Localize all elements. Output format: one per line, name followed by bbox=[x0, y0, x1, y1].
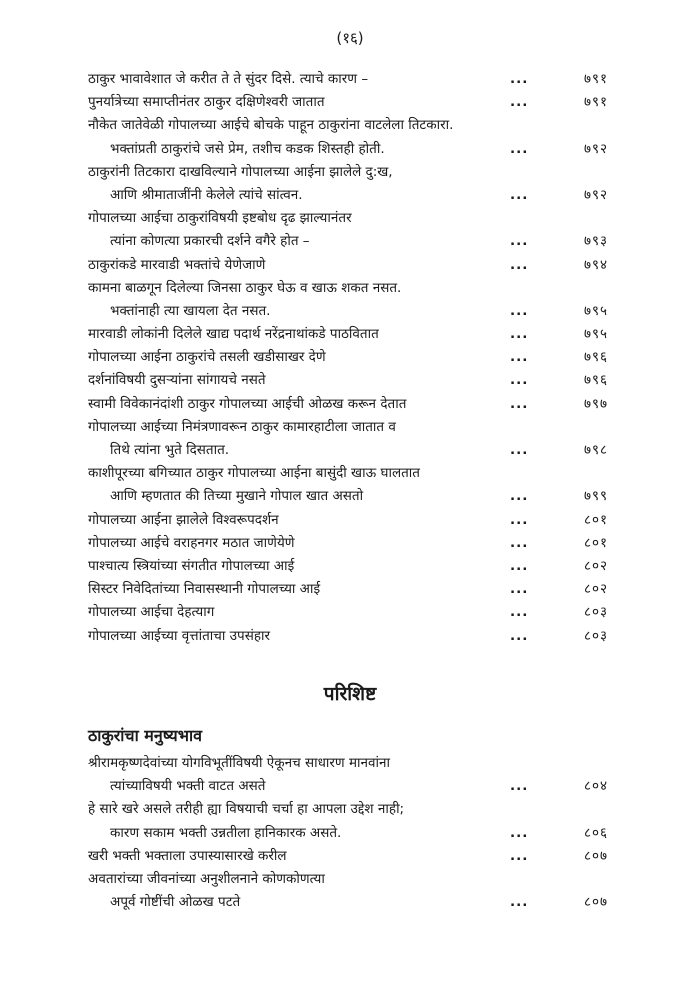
toc-entry-text: गोपालच्या आईच्या वृत्तांताचा उपसंहार bbox=[88, 627, 271, 644]
toc-leader-dots: ... bbox=[510, 302, 529, 319]
toc-entry-text: त्यांच्याविषयी भक्ती वाटत असते bbox=[110, 778, 266, 795]
toc-entry-text: नौकेत जातेवेळी गोपालच्या आईचे बोचके पाहून ठाकुरांना वाटलेला तिटकारा. bbox=[88, 117, 454, 134]
toc-entry bbox=[88, 601, 608, 624]
toc-entry bbox=[88, 891, 608, 914]
toc-entry-text: ठाकुरांकडे मारवाडी भक्तांचे येणेजाणे bbox=[88, 256, 266, 273]
toc-entry-text: हे सारे खरे असले तरीही ह्या विषयाची चर्चा हा आपला उद्देश नाही; bbox=[88, 801, 405, 818]
toc-entry bbox=[88, 300, 608, 323]
toc-entry bbox=[88, 532, 608, 555]
toc-entry-text: गोपालच्या आईच्या निमंत्रणावरून ठाकुर कामारहाटीला जातात व bbox=[88, 418, 396, 435]
toc-leader-dots: ... bbox=[510, 847, 529, 864]
toc-entry-text: गोपालच्या आईना झालेले विश्वरूपदर्शन bbox=[88, 511, 279, 528]
toc-entry bbox=[88, 868, 608, 891]
toc-entry bbox=[88, 207, 608, 230]
toc-page-number: ७९४ bbox=[583, 256, 608, 273]
toc-page-number: ८०२ bbox=[583, 557, 608, 574]
toc-leader-dots: ... bbox=[510, 894, 529, 911]
page-number: (१६) bbox=[336, 29, 364, 47]
toc-entry-text: गोपालच्या आईचा देहत्याग bbox=[88, 604, 215, 621]
toc-entry-text: त्यांना कोणत्या प्रकारची दर्शने वगैरे होत – bbox=[110, 233, 310, 250]
toc-page-number: ८०२ bbox=[583, 581, 608, 598]
toc-entry bbox=[88, 254, 608, 277]
toc-page-number: ७९२ bbox=[583, 186, 608, 203]
toc-entry-text: भक्तांनाही त्या खायला देत नसत. bbox=[110, 302, 271, 319]
toc-entry-text: मारवाडी लोकांनी दिलेले खाद्य पदार्थ नरेंद्रनाथांकडे पाठवितात bbox=[88, 326, 379, 343]
toc-entry bbox=[88, 91, 608, 114]
toc-leader-dots: ... bbox=[510, 442, 529, 458]
toc-entry-text: तिथे त्यांना भुते दिसतात. bbox=[110, 442, 230, 458]
toc-leader-dots: ... bbox=[510, 824, 529, 841]
toc-entry bbox=[88, 625, 608, 648]
toc-entry bbox=[88, 68, 608, 91]
toc-leader-dots: ... bbox=[510, 256, 529, 273]
toc-leader-dots: ... bbox=[510, 511, 529, 528]
toc-page-number: ८०१ bbox=[583, 534, 608, 551]
toc-leader-dots: ... bbox=[510, 488, 529, 505]
toc-entry-text: भक्तांप्रती ठाकुरांचे जसे प्रेम, तशीच कडक शिस्तही होती. bbox=[110, 140, 385, 157]
toc-page-number: ८०६ bbox=[583, 824, 608, 841]
toc-leader-dots: ... bbox=[510, 349, 529, 366]
toc-entry-text: आणि म्हणतात की तिच्या मुखाने गोपाल खात असतो bbox=[110, 488, 364, 505]
toc-page-number: ८०१ bbox=[583, 511, 608, 528]
toc-entry bbox=[88, 752, 608, 775]
toc-leader-dots: ... bbox=[510, 778, 529, 795]
toc-entry bbox=[88, 161, 608, 184]
toc-entry-text: आणि श्रीमाताजींनी केलेले त्यांचे सांत्वन. bbox=[110, 186, 303, 203]
toc-entry bbox=[88, 485, 608, 508]
toc-page-number: ७९१ bbox=[583, 94, 608, 111]
toc-page-number: ७९५ bbox=[583, 326, 608, 343]
toc-entry bbox=[88, 845, 608, 868]
toc-entry-text: खरी भक्ती भक्ताला उपास्यासारखे करील bbox=[88, 847, 287, 864]
toc-page-number: ७९९ bbox=[583, 488, 608, 505]
toc-entry bbox=[88, 555, 608, 578]
toc-leader-dots: ... bbox=[510, 557, 529, 574]
toc-entry-text: अपूर्व गोष्टींची ओळख पटते bbox=[110, 894, 241, 911]
toc-entry bbox=[88, 462, 608, 485]
toc-leader-dots: ... bbox=[510, 71, 529, 87]
toc-entry bbox=[88, 114, 608, 137]
section-title: परिशिष्ट bbox=[323, 683, 377, 705]
toc-leader-dots: ... bbox=[510, 534, 529, 551]
toc-entry bbox=[88, 416, 608, 439]
toc-entry bbox=[88, 393, 608, 416]
toc-entry-text: सिस्टर निवेदितांच्या निवासस्थानी गोपालच्या आई bbox=[88, 581, 321, 598]
toc-page-number: ७९२ bbox=[583, 140, 608, 157]
toc-entry-text: श्रीरामकृष्णदेवांच्या योगविभूतींविषयी ऐकूनच साधारण मानवांना bbox=[88, 755, 391, 771]
toc-entry-text: कारण सकाम भक्ती उन्नतीला हानिकारक असते. bbox=[110, 824, 342, 841]
toc-entry bbox=[88, 369, 608, 392]
toc-entry bbox=[88, 346, 608, 369]
toc-page-number: ७९६ bbox=[583, 349, 608, 366]
toc-entry bbox=[88, 822, 608, 845]
toc-page-number: ८०७ bbox=[583, 894, 608, 911]
toc-appendix-list bbox=[88, 752, 608, 914]
toc-entry bbox=[88, 323, 608, 346]
toc-leader-dots: ... bbox=[510, 233, 529, 250]
toc-entry-text: पुनर्यात्रेच्या समाप्तीनंतर ठाकुर दक्षिणेश्वरी जातात bbox=[88, 94, 325, 111]
toc-entry bbox=[88, 775, 608, 798]
toc-entry-text: पाश्चात्य स्त्रियांच्या संगतीत गोपालच्या आई bbox=[88, 557, 295, 574]
toc-entry-text: गोपालच्या आईना ठाकुरांचे तसली खडीसाखर देणे bbox=[88, 349, 326, 366]
toc-entry bbox=[88, 578, 608, 601]
toc-entry-text: ठाकुर भावावेशात जे करीत ते ते सुंदर दिसे. त्याचे कारण – bbox=[88, 71, 369, 87]
toc-page-number: ८०३ bbox=[583, 627, 608, 644]
toc-entry-text: गोपालच्या आईचे वराहनगर मठात जाणेयेणे bbox=[88, 534, 295, 551]
toc-leader-dots: ... bbox=[510, 581, 529, 598]
toc-entry bbox=[88, 439, 608, 462]
toc-leader-dots: ... bbox=[510, 94, 529, 111]
toc-entry-text: काशीपूरच्या बगिच्यात ठाकुर गोपालच्या आईना बासुंदी खाऊ घालतात bbox=[88, 465, 420, 482]
toc-entry-text: स्वामी विवेकानंदांशी ठाकुर गोपालच्या आईची ओळख करून देतात bbox=[88, 395, 407, 412]
toc-leader-dots: ... bbox=[510, 604, 529, 621]
toc-leader-dots: ... bbox=[510, 627, 529, 644]
toc-page-number: ८०४ bbox=[583, 778, 608, 795]
toc-leader-dots: ... bbox=[510, 372, 529, 389]
toc-leader-dots: ... bbox=[510, 186, 529, 203]
toc-page-number: ७९५ bbox=[583, 302, 608, 319]
toc-page-number: ७९३ bbox=[583, 233, 608, 250]
subsection-title: ठाकुरांचा मनुष्यभाव bbox=[88, 726, 202, 745]
toc-entry bbox=[88, 184, 608, 207]
toc-main-list bbox=[88, 68, 608, 648]
toc-entry bbox=[88, 509, 608, 532]
toc-entry-text: दर्शनांविषयी दुसऱ्यांना सांगायचे नसते bbox=[88, 372, 266, 389]
toc-entry-text: ठाकुरांनी तिटकारा दाखविल्याने गोपालच्या आईना झालेले दु:ख, bbox=[88, 163, 393, 180]
toc-page-number: ८०७ bbox=[583, 847, 608, 864]
toc-entry-text: अवतारांच्या जीवनांच्या अनुशीलनाने कोणकोणत्या bbox=[88, 870, 325, 887]
toc-page-number: ७९१ bbox=[583, 71, 608, 87]
toc-entry-text: कामना बाळगून दिलेल्या जिनसा ठाकुर घेऊ व खाऊ शकत नसत. bbox=[88, 279, 402, 296]
toc-entry bbox=[88, 798, 608, 821]
toc-page-number: ७९८ bbox=[583, 442, 608, 458]
toc-entry bbox=[88, 138, 608, 161]
toc-entry bbox=[88, 230, 608, 253]
toc-entry bbox=[88, 277, 608, 300]
toc-page-number: ८०३ bbox=[583, 604, 608, 621]
toc-leader-dots: ... bbox=[510, 395, 529, 412]
toc-leader-dots: ... bbox=[510, 140, 529, 157]
toc-entry-text: गोपालच्या आईचा ठाकुरांविषयी इष्टबोध दृढ झाल्यानंतर bbox=[88, 210, 352, 227]
toc-page-number: ७९६ bbox=[583, 372, 608, 389]
toc-page-number: ७९७ bbox=[583, 395, 608, 412]
toc-leader-dots: ... bbox=[510, 326, 529, 343]
